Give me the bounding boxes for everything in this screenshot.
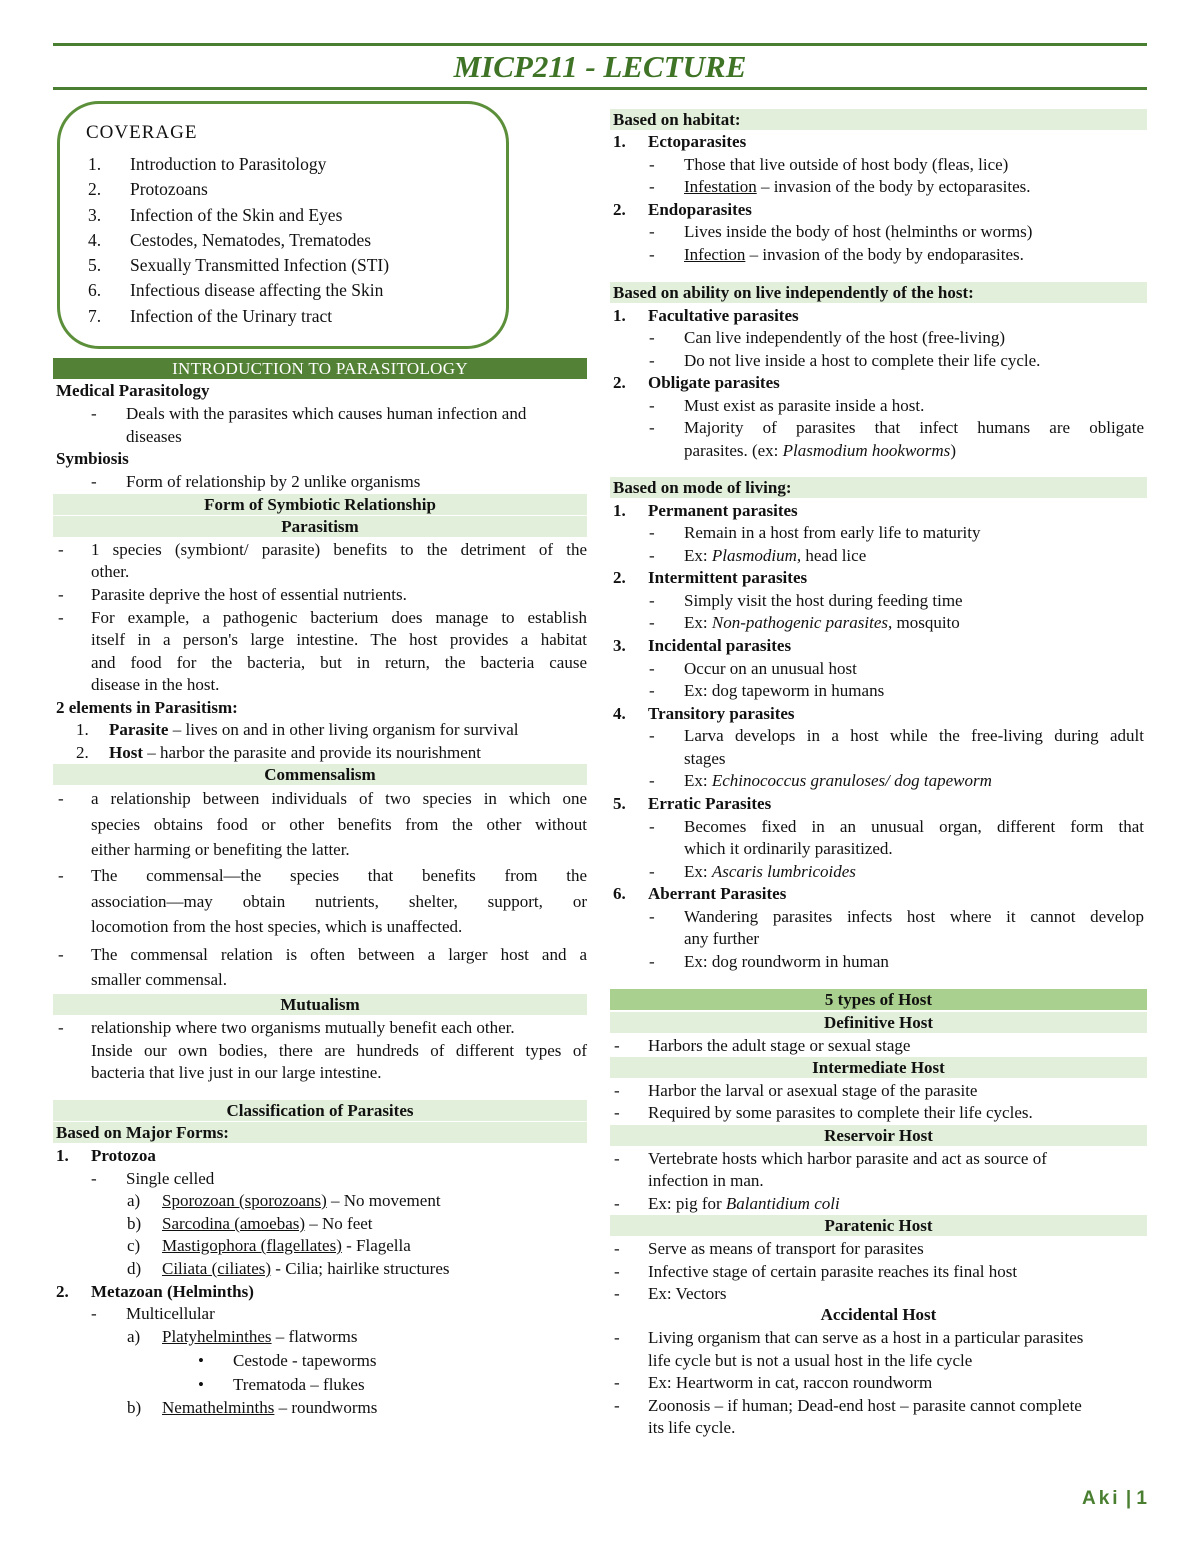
dash: - [58, 1018, 64, 1037]
mutualism-band: Mutualism [53, 994, 587, 1015]
dash: - [649, 681, 655, 700]
ability-band: Based on ability on live independently of the host: [610, 282, 1147, 303]
dash: - [649, 418, 655, 437]
commensalism-text: The commensal—the species that benefits from the [91, 866, 587, 885]
aberrant-text: any further [684, 929, 760, 948]
parasitism-band: Parasitism [53, 516, 587, 537]
dash: - [649, 726, 655, 745]
commensalism-text: locomotion from the host species, which is unaffected. [91, 917, 463, 936]
dash: - [614, 1328, 620, 1347]
facultative-text: Do not live inside a host to complete their life cycle. [684, 351, 1041, 370]
list-item: 6. Infectious disease affecting the Skin [88, 280, 384, 301]
incidental-text: Ex: dog tapeworm in humans [684, 681, 885, 700]
sublist-label: d) [127, 1259, 142, 1278]
erratic-text: which it ordinarily parasitized. [684, 839, 893, 858]
dash: - [649, 907, 655, 926]
obligate-text: Must exist as parasite inside a host. [684, 396, 925, 415]
paratenic-text: Ex: Vectors [648, 1284, 727, 1303]
parasitism-text: and food for the bacteria, but in return, the bacteria cause [91, 653, 587, 672]
dash: - [91, 472, 97, 491]
dash: - [91, 1304, 97, 1323]
major-forms-band: Based on Major Forms: [53, 1122, 587, 1143]
symbiosis-heading: Symbiosis [56, 449, 129, 468]
commensalism-band: Commensalism [53, 764, 587, 785]
parasitism-text: 1 species (symbiont/ parasite) benefits to the detriment of the [91, 540, 587, 559]
ectoparasites-text: Infestation – invasion of the body by ectoparasites. [684, 177, 1031, 196]
list-item: 7. Infection of the Urinary tract [88, 305, 333, 326]
dash: - [91, 1169, 97, 1188]
parasitism-text: For example, a pathogenic bacterium does manage to establish [91, 608, 587, 627]
host-types-band: 5 types of Host [610, 989, 1147, 1010]
dash: - [649, 771, 655, 790]
reservoir-text: infection in man. [648, 1171, 764, 1190]
metazoan-text: Multicellular [126, 1304, 215, 1323]
habitat-band: Based on habitat: [610, 109, 1147, 130]
parasitism-text: other. [91, 562, 130, 581]
dash: - [614, 1149, 620, 1168]
accidental-text: Zoonosis – if human; Dead-end host – parasite cannot complete [648, 1396, 1082, 1415]
list-num: 1. [56, 1146, 69, 1165]
mutualism-text: bacteria that live just in our large intestine. [91, 1063, 382, 1082]
dash: - [649, 659, 655, 678]
list-num: 4. [613, 704, 626, 723]
dash: - [58, 608, 64, 627]
list-num: 1. [76, 720, 89, 739]
dash: - [649, 328, 655, 347]
page-title: MICP211 - LECTURE [453, 49, 747, 84]
list-num: 1. [613, 501, 626, 520]
intermittent-heading: Intermittent parasites [648, 568, 808, 587]
dash: - [614, 1373, 620, 1392]
dash: - [91, 404, 97, 423]
sublist-label: b) [127, 1214, 142, 1233]
form-band: Form of Symbiotic Relationship [53, 494, 587, 515]
commensalism-text: smaller commensal. [91, 970, 227, 989]
intro-band: INTRODUCTION TO PARASITOLOGY [53, 358, 587, 379]
permanent-heading: Permanent parasites [648, 501, 798, 520]
element-host: Host – harbor the parasite and provide its nourishment [109, 743, 482, 762]
paratenic-text: Infective stage of certain parasite reaches its final host [648, 1262, 1018, 1281]
metazoan-trematoda: Trematoda – flukes [233, 1375, 365, 1394]
list-num: 2. [76, 743, 89, 762]
list-item: 3. Infection of the Skin and Eyes [88, 204, 343, 225]
reservoir-text: Vertebrate hosts which harbor parasite and act as source of [648, 1149, 1047, 1168]
dash: - [58, 540, 64, 559]
dash: - [58, 585, 64, 604]
medpara-text: diseases [126, 427, 182, 446]
dash: - [649, 177, 655, 196]
commensalism-text: species obtains food or other benefits from the other without [91, 815, 587, 834]
sublist-label: b) [127, 1398, 142, 1417]
aberrant-heading: Aberrant Parasites [648, 884, 787, 903]
ectoparasites-heading: Ectoparasites [648, 132, 747, 151]
metazoan-cestode: Cestode - tapeworms [233, 1351, 377, 1370]
dash: - [614, 1036, 620, 1055]
dash: - [649, 245, 655, 264]
coverage-heading: COVERAGE [86, 122, 198, 143]
paratenic-text: Serve as means of transport for parasites [648, 1239, 924, 1258]
aberrant-text: Ex: dog roundworm in human [684, 952, 889, 971]
obligate-text: parasites. (ex: Plasmodium hookworms) [684, 441, 956, 460]
dash: - [649, 817, 655, 836]
dash: - [649, 351, 655, 370]
intermittent-text: Simply visit the host during feeding time [684, 591, 963, 610]
list-num: 6. [613, 884, 626, 903]
ectoparasites-text: Those that live outside of host body (fleas, lice) [684, 155, 1009, 174]
facultative-text: Can live independently of the host (free-living) [684, 328, 1006, 347]
metazoan-heading: Metazoan (Helminths) [91, 1282, 254, 1301]
metazoan-nemathelminths: Nemathelminths – roundworms [162, 1398, 378, 1417]
accidental-host-band: Accidental Host [820, 1305, 937, 1324]
intermediate-text: Required by some parasites to complete their life cycles. [648, 1103, 1033, 1122]
commensalism-text: association—may obtain nutrients, shelter, support, or [91, 892, 587, 911]
coverage-list [88, 152, 389, 329]
list-item: 4. Cestodes, Nematodes, Trematodes [88, 229, 372, 250]
list-num: 1. [613, 132, 626, 151]
endoparasites-text: Lives inside the body of host (helminths or worms) [684, 222, 1033, 241]
erratic-heading: Erratic Parasites [648, 794, 772, 813]
dash: - [649, 591, 655, 610]
dash: - [58, 866, 64, 885]
facultative-heading: Facultative parasites [648, 306, 799, 325]
list-num: 3. [613, 636, 626, 655]
protozoa-heading: Protozoa [91, 1146, 156, 1165]
dash: - [649, 613, 655, 632]
endoparasites-text: Infection – invasion of the body by endoparasites. [684, 245, 1024, 264]
dash: - [614, 1262, 620, 1281]
protozoa-mastigophora: Mastigophora (flagellates) - Flagella [162, 1236, 411, 1255]
dash: - [649, 155, 655, 174]
list-num: 2. [56, 1282, 69, 1301]
sublist-label: c) [127, 1236, 141, 1255]
protozoa-text: Single celled [126, 1169, 215, 1188]
mutualism-text: Inside our own bodies, there are hundreds of different types of [91, 1041, 587, 1060]
mode-band: Based on mode of living: [610, 477, 1147, 498]
erratic-text: Becomes fixed in an unusual organ, different form that [684, 817, 1144, 836]
intermittent-text: Ex: Non-pathogenic parasites, mosquito [684, 613, 960, 632]
obligate-heading: Obligate parasites [648, 373, 780, 392]
dash: - [649, 222, 655, 241]
commensalism-text: The commensal relation is often between a larger host and a [91, 945, 587, 964]
commensalism-text: a relationship between individuals of two species in which one [91, 789, 587, 808]
definitive-host-band: Definitive Host [610, 1012, 1147, 1033]
dash: - [614, 1081, 620, 1100]
sublist-label: a) [127, 1191, 141, 1210]
protozoa-sporozoan: Sporozoan (sporozoans) – No movement [162, 1191, 441, 1210]
list-item: 1. Introduction to Parasitology [88, 154, 327, 174]
list-num: 2. [613, 200, 626, 219]
intermediate-text: Harbor the larval or asexual stage of the parasite [648, 1081, 978, 1100]
accidental-text: its life cycle. [648, 1418, 736, 1437]
sublist-label: a) [127, 1327, 141, 1346]
erratic-text: Ex: Ascaris lumbricoides [684, 862, 856, 881]
dash: - [649, 396, 655, 415]
classification-band: Classification of Parasites [53, 1100, 587, 1121]
permanent-text: Remain in a host from early life to maturity [684, 523, 981, 542]
bullet-icon: • [198, 1375, 204, 1394]
protozoa-ciliata: Ciliata (ciliates) - Cilia; hairlike structures [162, 1259, 450, 1278]
transitory-text: Ex: Echinococcus granuloses/ dog tapeworm [684, 771, 992, 790]
page-footer: Aki | 1 [1081, 1488, 1147, 1509]
reservoir-text: Ex: pig for Balantidium coli [648, 1194, 840, 1213]
accidental-text: Living organism that can serve as a host in a particular parasites [648, 1328, 1084, 1347]
transitory-heading: Transitory parasites [648, 704, 795, 723]
intermediate-host-band: Intermediate Host [610, 1057, 1147, 1078]
transitory-text: Larva develops in a host while the free-living during adult [684, 726, 1144, 745]
incidental-text: Occur on an unusual host [684, 659, 857, 678]
list-num: 5. [613, 794, 626, 813]
dash: - [58, 789, 64, 808]
dash: - [614, 1103, 620, 1122]
reservoir-host-band: Reservoir Host [610, 1125, 1147, 1146]
metazoan-platyhelminthes: Platyhelminthes – flatworms [162, 1327, 358, 1346]
obligate-text: Majority of parasites that infect humans are obligate [684, 418, 1144, 437]
element-parasite: Parasite – lives on and in other living organism for survival [109, 720, 519, 739]
dash: - [649, 523, 655, 542]
list-num: 2. [613, 373, 626, 392]
parasitism-text: disease in the host. [91, 675, 220, 694]
dash: - [649, 952, 655, 971]
transitory-text: stages [684, 749, 726, 768]
coverage-box [57, 101, 509, 349]
elements-heading: 2 elements in Parasitism: [56, 698, 238, 717]
incidental-heading: Incidental parasites [648, 636, 792, 655]
parasitism-text: Parasite deprive the host of essential nutrients. [91, 585, 407, 604]
title-rule [53, 87, 1147, 90]
commensalism-text: either harming or benefiting the latter. [91, 840, 350, 859]
list-num: 1. [613, 306, 626, 325]
medpara-heading: Medical Parasitology [56, 381, 210, 400]
permanent-text: Ex: Plasmodium, head lice [684, 546, 867, 565]
accidental-text: life cycle but is not a usual host in the life cycle [648, 1351, 973, 1370]
definitive-text: Harbors the adult stage or sexual stage [648, 1036, 911, 1055]
top-rule [53, 43, 1147, 46]
bullet-icon: • [198, 1351, 204, 1370]
dash: - [614, 1194, 620, 1213]
medpara-text: Deals with the parasites which causes human infection and [126, 404, 527, 423]
protozoa-sarcodina: Sarcodina (amoebas) – No feet [162, 1214, 373, 1233]
paratenic-host-band: Paratenic Host [610, 1215, 1147, 1236]
mutualism-text: relationship where two organisms mutually benefit each other. [91, 1018, 515, 1037]
dash: - [58, 945, 64, 964]
parasitism-text: itself in a person's large intestine. The host provides a habitat [91, 630, 587, 649]
dash: - [614, 1396, 620, 1415]
endoparasites-heading: Endoparasites [648, 200, 752, 219]
dash: - [614, 1239, 620, 1258]
list-item: 5. Sexually Transmitted Infection (STI) [88, 255, 390, 276]
dash: - [649, 862, 655, 881]
accidental-text: Ex: Heartworm in cat, raccon roundworm [648, 1373, 933, 1392]
symbiosis-text: Form of relationship by 2 unlike organisms [126, 472, 421, 491]
aberrant-text: Wandering parasites infects host where it cannot develop [684, 907, 1144, 926]
dash: - [614, 1284, 620, 1303]
dash: - [649, 546, 655, 565]
list-item: 2. Protozoans [88, 179, 208, 200]
list-num: 2. [613, 568, 626, 587]
